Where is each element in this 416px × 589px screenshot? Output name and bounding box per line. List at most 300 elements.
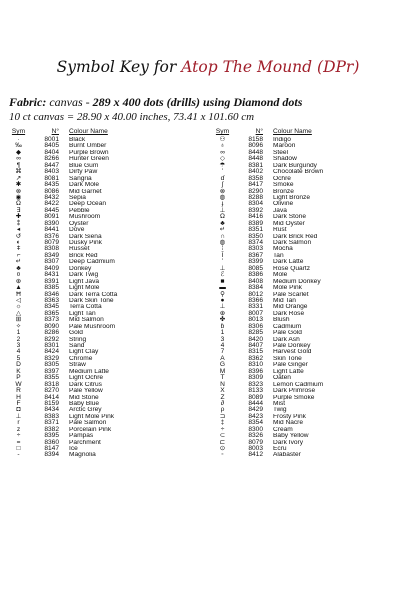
- symbol-glyph: ◘: [16, 406, 21, 414]
- colour-number: 8288: [248, 193, 263, 201]
- colour-name: Ice: [69, 446, 78, 452]
- symbol-glyph: 5: [16, 354, 21, 362]
- colour-name: Dark Skin Tone: [69, 297, 114, 304]
- colour-name: Straw: [69, 362, 86, 369]
- colour-number: 8354: [248, 419, 263, 427]
- colour-name: Gold: [69, 330, 83, 337]
- colour-name: Russet: [69, 246, 90, 253]
- symbol-glyph: ℰ: [220, 271, 225, 279]
- colour-name: Medium Donkey: [273, 278, 321, 285]
- colour-number: 8386: [248, 271, 263, 279]
- symbol-glyph: ∂: [220, 399, 225, 407]
- colour-number: 8416: [248, 213, 263, 221]
- symbol-glyph: Ĭ: [221, 251, 224, 259]
- colour-name: Purple Brown: [69, 149, 109, 156]
- colour-name: Mushroom: [69, 214, 101, 221]
- symbol-glyph: ¶: [16, 161, 21, 169]
- symbol-glyph: 3: [16, 342, 21, 349]
- symbol-glyph: ■: [220, 277, 225, 285]
- symbol-glyph: 7: [220, 348, 225, 356]
- colour-number: 8447: [44, 161, 59, 169]
- symbol-glyph: Ħ: [16, 290, 21, 298]
- colour-number: 8307: [44, 258, 59, 266]
- colour-name: Pale Salmon: [69, 420, 107, 427]
- colour-name: Pale Yellow: [69, 388, 103, 395]
- colour-number: 8306: [248, 322, 263, 330]
- symbol-glyph: ☼: [15, 303, 22, 311]
- symbol-glyph: ◍: [219, 193, 226, 201]
- symbol-glyph: ▲: [15, 284, 22, 292]
- colour-name: Sepia: [69, 194, 86, 201]
- colour-name: Pale Ginger: [273, 362, 308, 369]
- colour-number: 8007: [248, 309, 263, 317]
- symbol-glyph: ⁞: [221, 245, 224, 253]
- colour-name: Baby Yellow: [273, 433, 309, 440]
- colour-name: Java: [273, 207, 287, 214]
- colour-number: 8397: [44, 367, 59, 375]
- symbol-glyph: ◇: [219, 155, 226, 163]
- colour-name: Chrome: [69, 355, 93, 362]
- symbol-glyph: ρ: [220, 406, 225, 414]
- colour-name: Mid Salmon: [69, 317, 104, 324]
- colour-name: Mid Nacre: [273, 420, 304, 427]
- colour-number: 8429: [248, 406, 263, 414]
- colour-number: 8382: [44, 425, 59, 433]
- colour-name: Steel: [273, 149, 289, 156]
- symbol-glyph: ✤: [219, 316, 226, 324]
- symbol-glyph: ⊕: [219, 309, 226, 317]
- colour-name: Dark Ivory: [273, 439, 304, 446]
- colour-name: Parchment: [69, 439, 101, 446]
- colour-name: Dark Mole: [69, 182, 100, 189]
- colour-number: 8085: [248, 264, 263, 272]
- symbol-glyph: ÷: [16, 432, 21, 440]
- symbol-glyph: ✚: [15, 213, 22, 221]
- symbol-glyph: Ω: [220, 213, 225, 221]
- sym-header: Sym: [215, 128, 230, 135]
- colour-name: Pale Donkey: [273, 343, 311, 349]
- colour-name: Medium Latte: [69, 368, 109, 375]
- symbol-glyph: 2: [16, 335, 21, 343]
- symbol-glyph: ∩: [220, 232, 225, 240]
- page-title: [0, 58, 416, 76]
- symbol-glyph: ¤: [16, 271, 21, 279]
- left-symbol-column: [6, 128, 200, 459]
- colour-name: Lemon Cadmium: [273, 381, 324, 388]
- num-header: N°: [255, 128, 263, 135]
- symbol-glyph: r: [17, 419, 20, 427]
- colour-name: Dark Latte: [273, 259, 304, 266]
- colour-number: 8395: [44, 432, 59, 440]
- colour-number: 8409: [44, 264, 59, 272]
- symbol-glyph: ⊥: [15, 412, 22, 420]
- symbol-glyph: ⊥: [219, 264, 226, 272]
- name-header: Colour Name: [273, 128, 312, 135]
- colour-name: Porcelain Pink: [69, 426, 112, 433]
- colour-number: 8384: [248, 284, 263, 292]
- colour-name: Rust: [273, 227, 287, 234]
- colour-number: 8323: [248, 380, 263, 388]
- colour-number: 8285: [248, 329, 263, 337]
- symbol-glyph: ɓ: [220, 322, 225, 330]
- table-row: [210, 452, 410, 458]
- colour-number: 8305: [44, 361, 59, 369]
- colour-number: 8365: [44, 309, 59, 317]
- colour-name: Dark Burgundy: [273, 162, 317, 169]
- colour-number: 8374: [248, 239, 263, 246]
- sym-header: Sym: [11, 128, 26, 135]
- colour-name: Frosty Pink: [273, 413, 306, 420]
- symbol-glyph: ◐: [16, 239, 21, 246]
- symbol-glyph: ÷: [220, 425, 225, 433]
- colour-number: 8158: [248, 136, 263, 143]
- colour-number: 8300: [248, 425, 263, 433]
- colour-number: 8423: [248, 412, 263, 420]
- symbol-glyph: ⚲: [220, 290, 225, 298]
- colour-number: 8003: [248, 445, 263, 452]
- colour-name: Dark Primrose: [273, 388, 316, 395]
- colour-number: 8424: [44, 348, 59, 356]
- symbol-glyph: ⚇: [219, 136, 226, 143]
- colour-name: Baby Blue: [69, 400, 100, 407]
- colour-number: 8133: [248, 387, 263, 395]
- colour-name: Blush: [273, 317, 290, 324]
- symbol-glyph: ↵: [15, 258, 22, 266]
- colour-name: Twig: [273, 407, 287, 414]
- colour-name: Dirty Paw: [69, 169, 98, 176]
- colour-number: 8001: [44, 136, 59, 143]
- colour-number: 8381: [248, 161, 263, 169]
- colour-name: Alabaster: [273, 452, 301, 459]
- colour-number: 8441: [44, 226, 59, 234]
- colour-number: 8432: [44, 193, 59, 201]
- symbol-glyph: ↵: [219, 226, 226, 234]
- colour-number: 8318: [44, 380, 59, 388]
- colour-number: 8448: [248, 155, 263, 163]
- colour-name: Light Mole: [69, 285, 100, 292]
- symbol-glyph: ∞: [220, 148, 225, 156]
- colour-number: 8346: [44, 290, 59, 298]
- symbol-glyph: Ω: [16, 200, 21, 208]
- symbol-glyph: ⊥: [219, 303, 226, 311]
- colour-number: 8079: [248, 438, 263, 446]
- colour-number: 8013: [248, 316, 263, 324]
- colour-name: Rose Quartz: [273, 265, 311, 272]
- colour-name: Donkey: [69, 265, 92, 272]
- fabric-dimensions: 289 x 400 dots (drills) using Diamond dots: [92, 95, 303, 109]
- symbol-glyph: 3: [220, 335, 225, 343]
- symbol-glyph: F: [16, 399, 21, 407]
- symbol-glyph: ‡: [220, 419, 225, 427]
- colour-name: Light Mole Pink: [69, 413, 115, 420]
- colour-number: 8331: [248, 303, 263, 311]
- colour-number: 8371: [44, 419, 59, 427]
- symbol-glyph: ‰: [15, 142, 22, 150]
- colour-name: String: [69, 336, 87, 343]
- colour-number: 8091: [44, 213, 59, 221]
- symbol-glyph: =: [16, 438, 21, 446]
- colour-name: Mid Oyster: [273, 220, 305, 227]
- symbol-glyph: 1: [16, 329, 21, 337]
- colour-number: 8407: [248, 342, 263, 349]
- symbol-glyph: D: [16, 361, 21, 369]
- colour-number: 8303: [248, 245, 263, 253]
- colour-number: 8385: [44, 284, 59, 292]
- colour-number: 8086: [44, 187, 59, 195]
- symbol-glyph: ⊕: [15, 277, 22, 285]
- colour-number: 8310: [248, 361, 263, 369]
- symbol-glyph: P: [16, 374, 21, 382]
- symbol-glyph: 4: [16, 348, 21, 356]
- colour-number: 8417: [248, 181, 263, 189]
- colour-number: 8308: [44, 245, 59, 253]
- colour-number: 8351: [248, 226, 263, 234]
- num-header: N°: [51, 128, 59, 135]
- colour-name: Oyster: [69, 220, 89, 227]
- symbol-glyph: X: [220, 387, 225, 395]
- symbol-glyph: 1: [220, 329, 225, 337]
- colour-number: 8358: [248, 174, 263, 182]
- right-column-header: [210, 128, 410, 136]
- colour-number: 8286: [44, 329, 59, 337]
- colour-number: 8444: [248, 399, 263, 407]
- colour-number: 8420: [248, 335, 263, 343]
- colour-number: 8079: [44, 239, 59, 246]
- colour-name: Olivine: [273, 201, 294, 208]
- symbol-glyph: ʻ: [221, 258, 224, 266]
- colour-number: 8360: [44, 438, 59, 446]
- colour-name: Light Latte: [273, 368, 304, 375]
- colour-number: 8366: [248, 296, 263, 304]
- colour-name: Mid Orange: [273, 304, 308, 311]
- colour-number: 8403: [44, 168, 59, 176]
- colour-number: 8147: [44, 445, 59, 452]
- fabric-text: canvas -: [46, 95, 93, 109]
- colour-name: Dark Citrus: [69, 381, 102, 388]
- colour-number: 8363: [44, 296, 59, 304]
- colour-name: Tan: [273, 252, 284, 259]
- colour-number: 8290: [248, 187, 263, 195]
- colour-name: Pale Mushroom: [69, 323, 116, 330]
- fabric-label: Fabric:: [9, 95, 47, 109]
- symbol-glyph: ⊐: [219, 412, 226, 420]
- symbol-glyph: ʃ: [221, 181, 224, 189]
- colour-name: Chocolate Brown: [273, 169, 324, 176]
- symbol-glyph: ☂: [219, 161, 226, 169]
- symbol-glyph: A: [220, 354, 225, 362]
- colour-number: 8408: [248, 277, 263, 285]
- symbol-glyph: ◍: [219, 239, 226, 246]
- colour-name: Ochre: [273, 175, 291, 182]
- symbol-glyph: N: [220, 380, 225, 388]
- colour-name: Mist: [273, 400, 286, 407]
- colour-name: Light Tan: [69, 310, 96, 317]
- colour-name: Dark Terra Cotta: [69, 291, 118, 298]
- symbol-glyph: ◂: [16, 226, 21, 234]
- colour-number: 8096: [248, 142, 263, 150]
- symbol-glyph: 4: [220, 342, 225, 349]
- symbol-glyph: M: [219, 367, 226, 375]
- symbol-glyph: ∞: [16, 155, 21, 163]
- colour-name: Mole: [273, 272, 288, 279]
- colour-number: 8270: [44, 387, 59, 395]
- colour-number: 8292: [44, 335, 59, 343]
- colour-name: Maroon: [273, 143, 296, 150]
- colour-name: Deep Cadmium: [69, 259, 115, 266]
- colour-name: Oaten: [273, 375, 291, 382]
- colour-name: Light Clay: [69, 349, 99, 356]
- colour-name: Mole Pink: [273, 285, 302, 292]
- colour-number: 8391: [44, 277, 59, 285]
- colour-name: Harvest Gold: [273, 349, 312, 356]
- symbol-glyph: ◁: [15, 296, 22, 304]
- symbol-glyph: △: [15, 309, 22, 317]
- colour-name: Deep Ocean: [69, 201, 107, 208]
- colour-name: Pampas: [69, 433, 94, 440]
- colour-name: Mocha: [273, 246, 293, 253]
- symbol-glyph: ♁: [220, 142, 225, 150]
- symbol-glyph: -: [17, 451, 20, 459]
- symbol-glyph: ∃: [16, 206, 21, 214]
- symbol-glyph: ǂ: [16, 245, 21, 253]
- symbol-glyph: □: [16, 445, 21, 452]
- colour-number: 8405: [44, 142, 59, 150]
- symbol-glyph: ↗: [15, 174, 22, 182]
- colour-name: Dark Stone: [273, 214, 306, 221]
- colour-name: Light Bronze: [273, 194, 311, 201]
- symbol-glyph: ◆: [15, 148, 22, 156]
- colour-number: 8345: [44, 303, 59, 311]
- symbol-glyph: H: [16, 393, 21, 401]
- colour-name: Dusky Pink: [69, 240, 102, 246]
- colour-number: 8329: [44, 354, 59, 362]
- colour-number: 8445: [44, 206, 59, 214]
- table-row: [6, 452, 200, 458]
- colour-name: Burnt Umber: [69, 143, 107, 150]
- colour-number: 8012: [248, 290, 263, 298]
- symbol-glyph: T: [220, 374, 225, 382]
- symbol-glyph: ʻ: [221, 168, 224, 176]
- title-prefix: Symbol Key for: [56, 58, 177, 76]
- colour-number: 8396: [248, 367, 263, 375]
- symbol-glyph: W: [15, 380, 22, 388]
- colour-name: Light Java: [69, 278, 100, 285]
- symbol-glyph: ▬: [219, 284, 226, 292]
- colour-number: 8355: [44, 374, 59, 382]
- colour-name: Arctic Grey: [69, 407, 102, 414]
- colour-name: Pale Scarlet: [273, 291, 309, 298]
- symbol-glyph: G: [219, 361, 226, 369]
- colour-name: Sand: [69, 343, 85, 349]
- colour-number: 8414: [44, 393, 59, 401]
- colour-number: 8399: [248, 258, 263, 266]
- symbol-glyph: ·: [17, 136, 20, 143]
- colour-name: Shadow: [273, 156, 297, 163]
- symbol-glyph: ⊙: [219, 445, 226, 452]
- symbol-glyph: ◦: [221, 451, 224, 459]
- colour-number: 8081: [44, 174, 59, 182]
- colour-name: Blue Gum: [69, 162, 99, 169]
- colour-number: 8089: [248, 393, 263, 401]
- symbol-glyph: ⁑: [16, 219, 21, 227]
- colour-name: Ecru: [273, 446, 287, 452]
- symbol-glyph: ɗ: [220, 174, 225, 182]
- symbol-glyph: ●: [220, 296, 225, 304]
- symbol-glyph: ♣: [220, 219, 225, 227]
- colour-name: Mid Stone: [69, 394, 99, 401]
- symbol-glyph: z: [16, 425, 21, 433]
- colour-name: Pebble: [69, 207, 90, 214]
- colour-number: 8422: [44, 200, 59, 208]
- colour-number: 8404: [44, 148, 59, 156]
- colour-number: 8383: [44, 412, 59, 420]
- colour-number: 8315: [248, 348, 263, 356]
- colour-name: Hunter Green: [69, 156, 109, 163]
- symbol-glyph: ✱: [15, 181, 22, 189]
- colour-name: Purple Smoke: [273, 394, 315, 401]
- colour-number: 8301: [44, 342, 59, 349]
- canvas-size-line: 10 ct canvas = 28.90 x 40.00 inches, 73.41 x 101.60 cm: [9, 111, 255, 123]
- colour-name: Indigo: [273, 137, 291, 143]
- colour-name: Dark Salmon: [273, 240, 312, 246]
- colour-number: 8434: [44, 406, 59, 414]
- colour-name: Dove: [69, 227, 85, 234]
- colour-number: 8350: [248, 232, 263, 240]
- colour-name: Cadmium: [273, 323, 302, 330]
- colour-number: 8402: [248, 168, 263, 176]
- colour-name: Mid Garnet: [69, 188, 102, 195]
- colour-number: 8412: [248, 451, 263, 459]
- title-accent: Atop The Mound (DPr): [181, 58, 360, 76]
- colour-number: 8389: [248, 219, 263, 227]
- colour-name: Light Ochre: [69, 375, 104, 382]
- colour-number: 8390: [44, 219, 59, 227]
- symbol-glyph: ɟ: [221, 200, 224, 208]
- colour-name: Dark Ash: [273, 336, 300, 343]
- colour-name: Magnolia: [69, 452, 96, 459]
- symbol-glyph: R: [16, 387, 21, 395]
- colour-number: 8373: [44, 316, 59, 324]
- colour-name: Black: [69, 137, 86, 143]
- left-column-header: [6, 128, 200, 136]
- colour-number: 8090: [44, 322, 59, 330]
- symbol-glyph: ⊂: [219, 432, 226, 440]
- colour-number: 8326: [248, 432, 263, 440]
- colour-number: 8159: [44, 399, 59, 407]
- colour-number: 8394: [44, 451, 59, 459]
- colour-number: 8362: [248, 354, 263, 362]
- symbol-glyph: ⊏: [219, 438, 226, 446]
- colour-number: 8309: [248, 374, 263, 382]
- colour-name: Skin Tone: [273, 355, 302, 362]
- name-header: Colour Name: [69, 128, 108, 135]
- symbol-glyph: ♣: [16, 264, 21, 272]
- colour-name: Cream: [273, 426, 293, 433]
- colour-number: 8266: [44, 155, 59, 163]
- colour-number: 8304: [248, 200, 263, 208]
- right-symbol-column: [210, 128, 410, 459]
- symbol-glyph: ◉: [15, 193, 22, 201]
- colour-name: Dark Rose: [273, 310, 305, 317]
- symbol-glyph: ⊞: [15, 316, 22, 324]
- fabric-line: [9, 95, 409, 110]
- symbol-glyph: ⌐: [16, 251, 21, 259]
- colour-name: Brick Red: [69, 252, 98, 259]
- symbol-glyph: ⊗: [219, 187, 226, 195]
- colour-number: 8431: [44, 271, 59, 279]
- symbol-glyph: ✧: [15, 322, 22, 330]
- colour-number: 8376: [44, 232, 59, 240]
